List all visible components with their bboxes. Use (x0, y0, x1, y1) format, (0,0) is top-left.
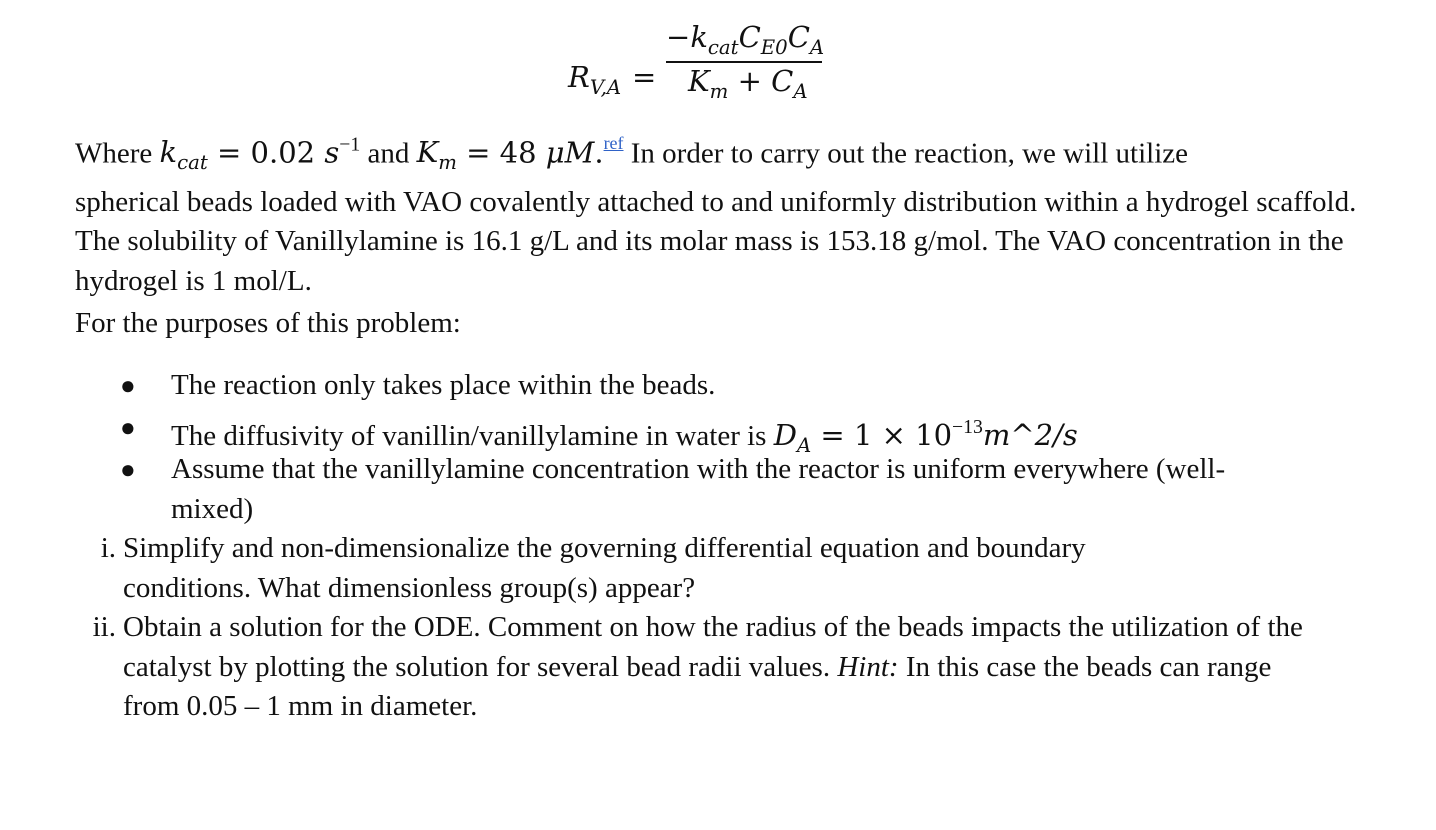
question-number: i. (100, 532, 116, 564)
bullet-text: Assume that the vanillylamine concentration with the reactor is uniform everywhere (well-mixed) (171, 453, 1226, 525)
question-number: ii. (92, 611, 116, 643)
equation-numerator: $-k_{cat}C_{E0}C_A$ (666, 20, 825, 59)
equals-sign: = (632, 60, 657, 94)
bullet-icon: ● (120, 455, 136, 484)
assumptions-intro: For the purposes of this problem: (75, 307, 461, 339)
equation-denominator: $K_m + C_A$ (688, 64, 808, 103)
kcat-symbol: $k_{cat}$ (159, 135, 208, 175)
bullet-text: The reaction only takes place within the beads. (171, 369, 716, 401)
problem-description: Where $k_{cat} = 0.02$ $s^{-1}$ and $K_m = 48$ μM.$^{ref}$ In order to carry out the reaction, we will utilize spherical beads loaded with VAO covalently attached to and uniformly distribution within a hydrogel scaffold. The solubility of Vanillylamine is 16.1 g/L and its molar mass is 153.18 g/mol. The VAO concentration in the hydrogel is 1 mol/L. (75, 133, 1357, 297)
question-text: Obtain a solution for the ODE. Comment on how the radius of the beads impacts the utilization of the catalyst by plotting the solution for several bead radii values. Hint: In this case the beads can range from 0.05 – 1 mm in diameter. (123, 611, 1303, 722)
km-symbol: $K_m$ (416, 135, 457, 175)
bullet-text: The diffusivity of vanillin/vanillylamine in water is $D_A = 1$ × $10^{-13}m\^{}2/s$ (171, 416, 1078, 457)
fraction-bar (666, 61, 822, 63)
question-text: Simplify and non-dimensionalize the governing differential equation and boundary conditions. What dimensionless group(s) appear? (123, 532, 1086, 604)
hint-label: Hint: (837, 650, 899, 683)
reference-link[interactable]: ref (603, 133, 624, 153)
bullet-icon: ● (120, 371, 136, 400)
rate-symbol: $R_{V,A}$ (568, 60, 622, 99)
rate-equation (568, 20, 838, 106)
bullet-icon: ● (120, 413, 136, 442)
